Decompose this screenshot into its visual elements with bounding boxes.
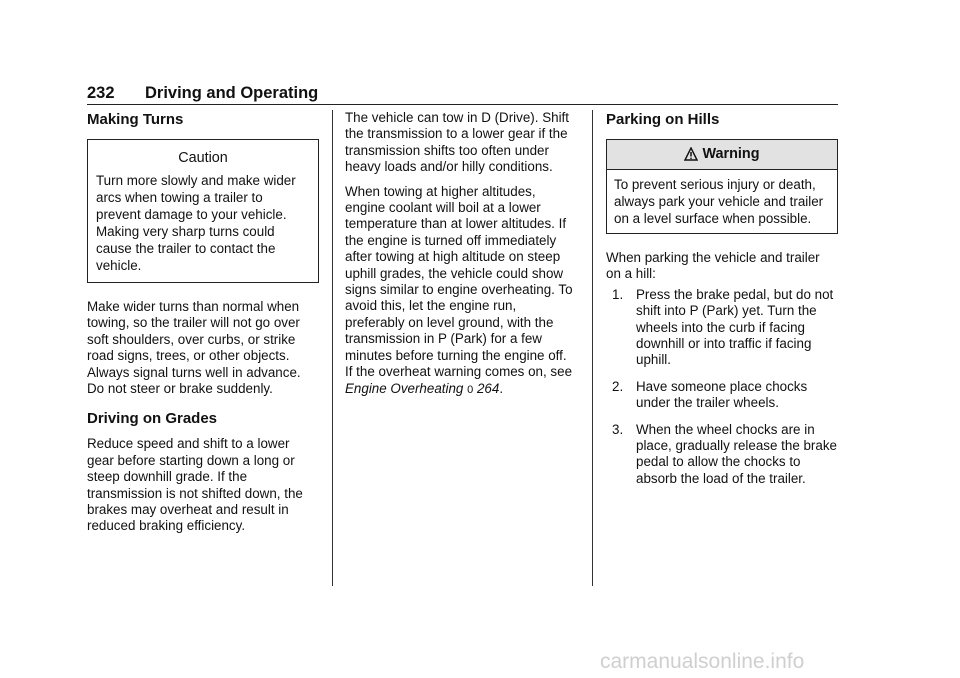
step-number: 2. <box>612 378 624 394</box>
caution-title: Caution <box>178 150 228 166</box>
parking-steps-list <box>606 287 838 487</box>
step-number: 1. <box>612 286 624 302</box>
heading-parking-on-hills: Parking on Hills <box>606 111 720 128</box>
list-item <box>606 379 838 412</box>
warning-body: To prevent serious injury or death, always park your vehicle and trailer on a level surface when possible. <box>614 177 824 226</box>
step-number: 3. <box>612 421 624 437</box>
warning-title: Warning <box>702 146 760 162</box>
column-1 <box>87 110 319 535</box>
warning-box <box>606 139 838 234</box>
paragraph-altitude <box>345 184 577 398</box>
heading-driving-on-grades: Driving on Grades <box>87 410 218 428</box>
column-3 <box>606 110 838 497</box>
list-item <box>606 422 838 488</box>
step-text: When the wheel chocks are in place, gradually release the brake pedal to allow the chocks to absorb the load of the trailer. <box>636 421 837 486</box>
page-number: 232 <box>87 84 115 102</box>
paragraph-parking-intro: When parking the vehicle and trailer on a hill: <box>606 250 820 282</box>
warning-header <box>607 140 837 170</box>
watermark: carmanualsonline.info <box>600 650 805 673</box>
caution-body: Turn more slowly and make wider arcs when towing a trailer to prevent damage to your vehicle. Making very sharp turns could cause the trailer to contact the vehicle. <box>96 173 296 273</box>
paragraph-wider-turns: Make wider turns than normal when towing, so the trailer will not go over soft shoulders, over curbs, or strike road signs, trees, or other objects. Always signal turns well in advance. Do not steer or brake suddenly. <box>87 299 301 397</box>
section-title: Driving and Operating <box>145 84 319 102</box>
xref-text: Engine Overheating <box>345 380 464 396</box>
xref-link[interactable] <box>345 381 499 396</box>
paragraph-tow-drive: The vehicle can tow in D (Drive). Shift the transmission to a lower gear if the transmission shifts too often under heavy loads and/or hilly conditions. <box>345 110 569 175</box>
xref-end: . <box>499 380 504 396</box>
paragraph-grades: Reduce speed and shift to a lower gear before starting down a long or steep downhill grade. If the transmission is not shifted down, the brakes may overheat and result in reduced braking efficiency. <box>87 436 303 534</box>
list-item <box>606 287 838 369</box>
heading-making-turns: Making Turns <box>87 111 184 128</box>
caution-box <box>87 139 319 283</box>
altitude-text: When towing at higher altitudes, engine coolant will boil at a lower temperature than at lower altitudes. If the engine is turned off immediately after towing at high altitude on steep uphill grades, the vehicle could show signs similar to engine overheating. To avoid this, let the engine run, preferably on level ground, with the transmission in P (Park) for a few minutes before turning the engine off. If the overheat warning comes on, see <box>345 183 573 380</box>
page-header <box>87 84 838 105</box>
column-divider-1 <box>332 110 333 586</box>
xref-symbol: 0 <box>467 383 474 396</box>
column-2 <box>345 110 577 398</box>
step-text: Have someone place chocks under the trailer wheels. <box>636 378 808 411</box>
warning-triangle-icon <box>684 147 698 165</box>
xref-page: 264 <box>476 380 500 396</box>
step-text: Press the brake pedal, but do not shift into P (Park) yet. Turn the wheels into the curb if facing downhill or into traffic if facing uphill. <box>636 286 834 368</box>
column-divider-2 <box>592 110 593 586</box>
